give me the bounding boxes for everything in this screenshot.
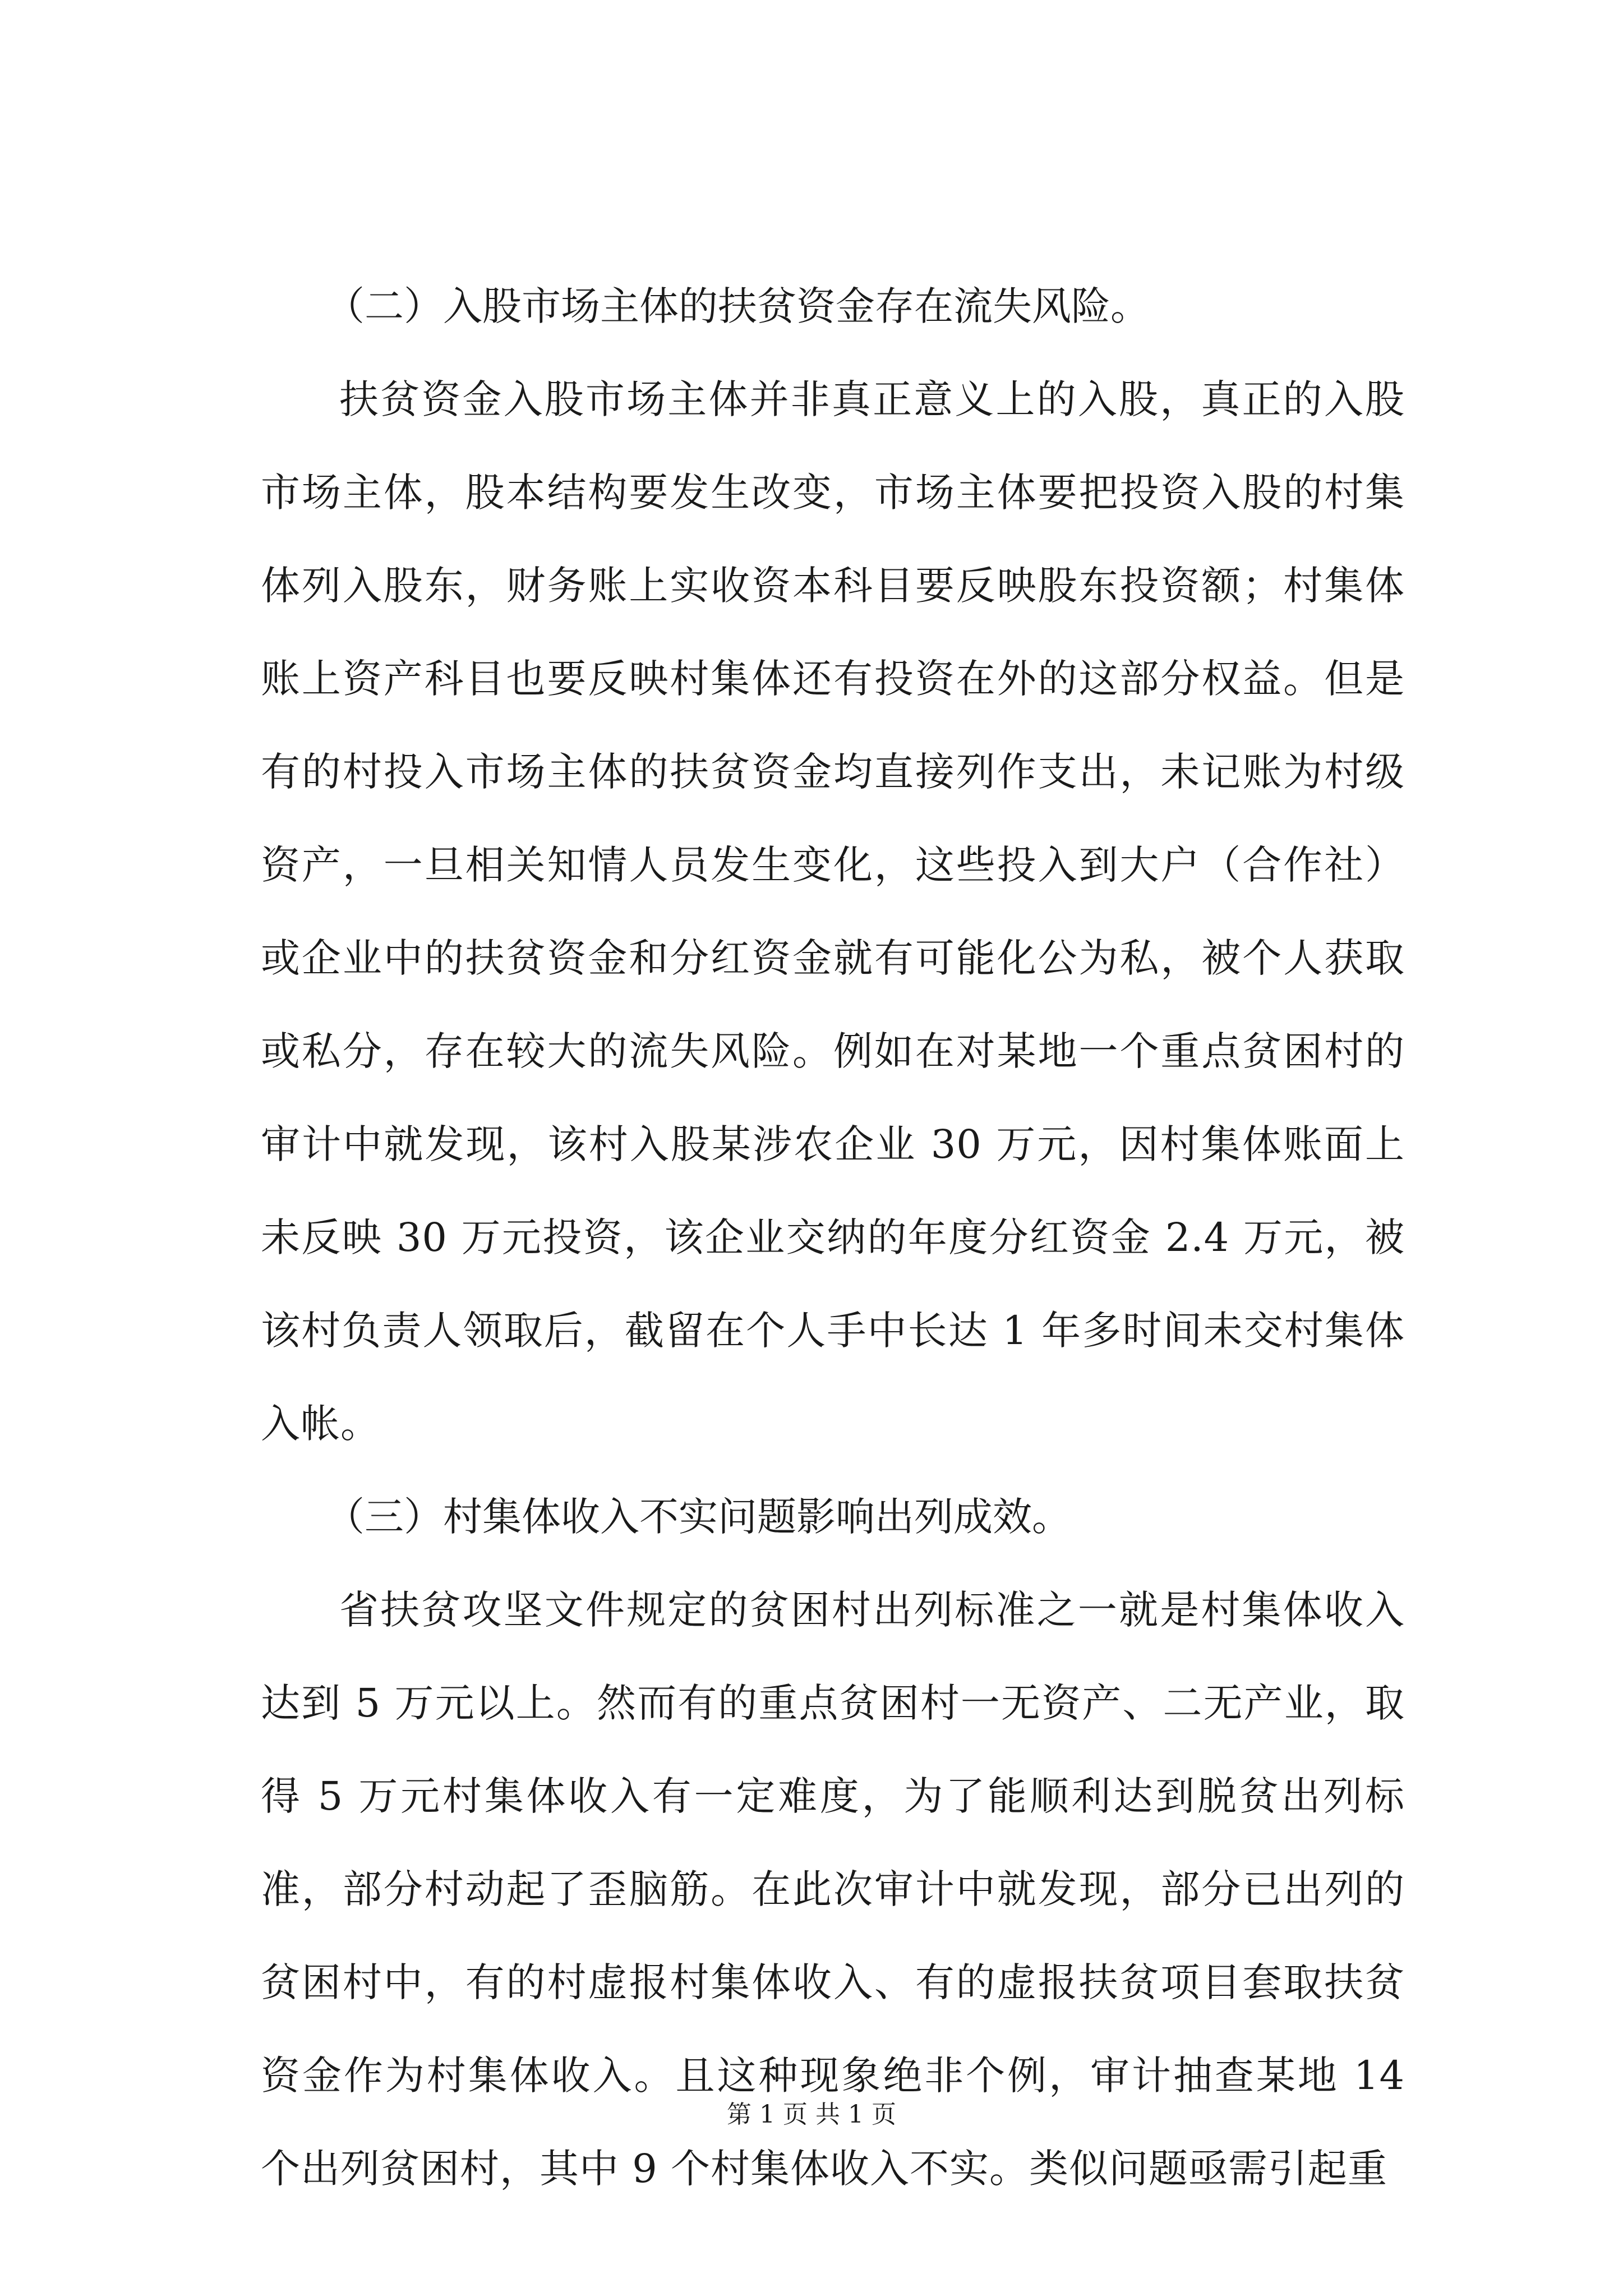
document-body	[261, 260, 1405, 2215]
section-paragraph: 省扶贫攻坚文件规定的贫困村出列标准之一就是村集体收入达到 5 万元以上。然而有的重点贫困村一无资产、二无产业，取得 5 万元村集体收入有一定难度，为了能顺利达到脱贫出列标准，部分村动起了歪脑筋。在此次审计中就发现，部分已出列的贫困村中，有的村虚报村集体收入、有的虚报扶贫项目套取扶贫资金作为村集体收入。且这种现象绝非个例，审计抽查某地 14 个出列贫困村，其中 9 个村集体收入不实。类似问题亟需引起重	[261, 1587, 1405, 2192]
section-paragraph: 扶贫资金入股市场主体并非真正意义上的入股，真正的入股市场主体，股本结构要发生改变，市场主体要把投资入股的村集体列入股东，财务账上实收资本科目要反映股东投资额；村集体账上资产科目也要反映村集体还有投资在外的这部分权益。但是有的村投入市场主体的扶贫资金均直接列作支出，未记账为村级资产，一旦相关知情人员发生变化，这些投入到大户（合作社）或企业中的扶贫资金和分红资金就有可能化公为私，被个人获取或私分，存在较大的流失风险。例如在对某地一个重点贫困村的审计中就发现，该村入股某涉农企业 30 万元，因村集体账面上未反映 30 万元投资，该企业交纳的年度分红资金 2.4 万元，被该村负责人领取后，截留在个人手中长达 1 年多时间未交村集体入帐。	[261, 376, 1405, 1447]
section-heading: （三）村集体收入不实问题影响出列成效。	[325, 1494, 1071, 1540]
section-heading: （二）入股市场主体的扶贫资金存在流失风险。	[325, 283, 1150, 329]
page-number-footer: 第 1 页 共 1 页	[727, 2100, 896, 2129]
